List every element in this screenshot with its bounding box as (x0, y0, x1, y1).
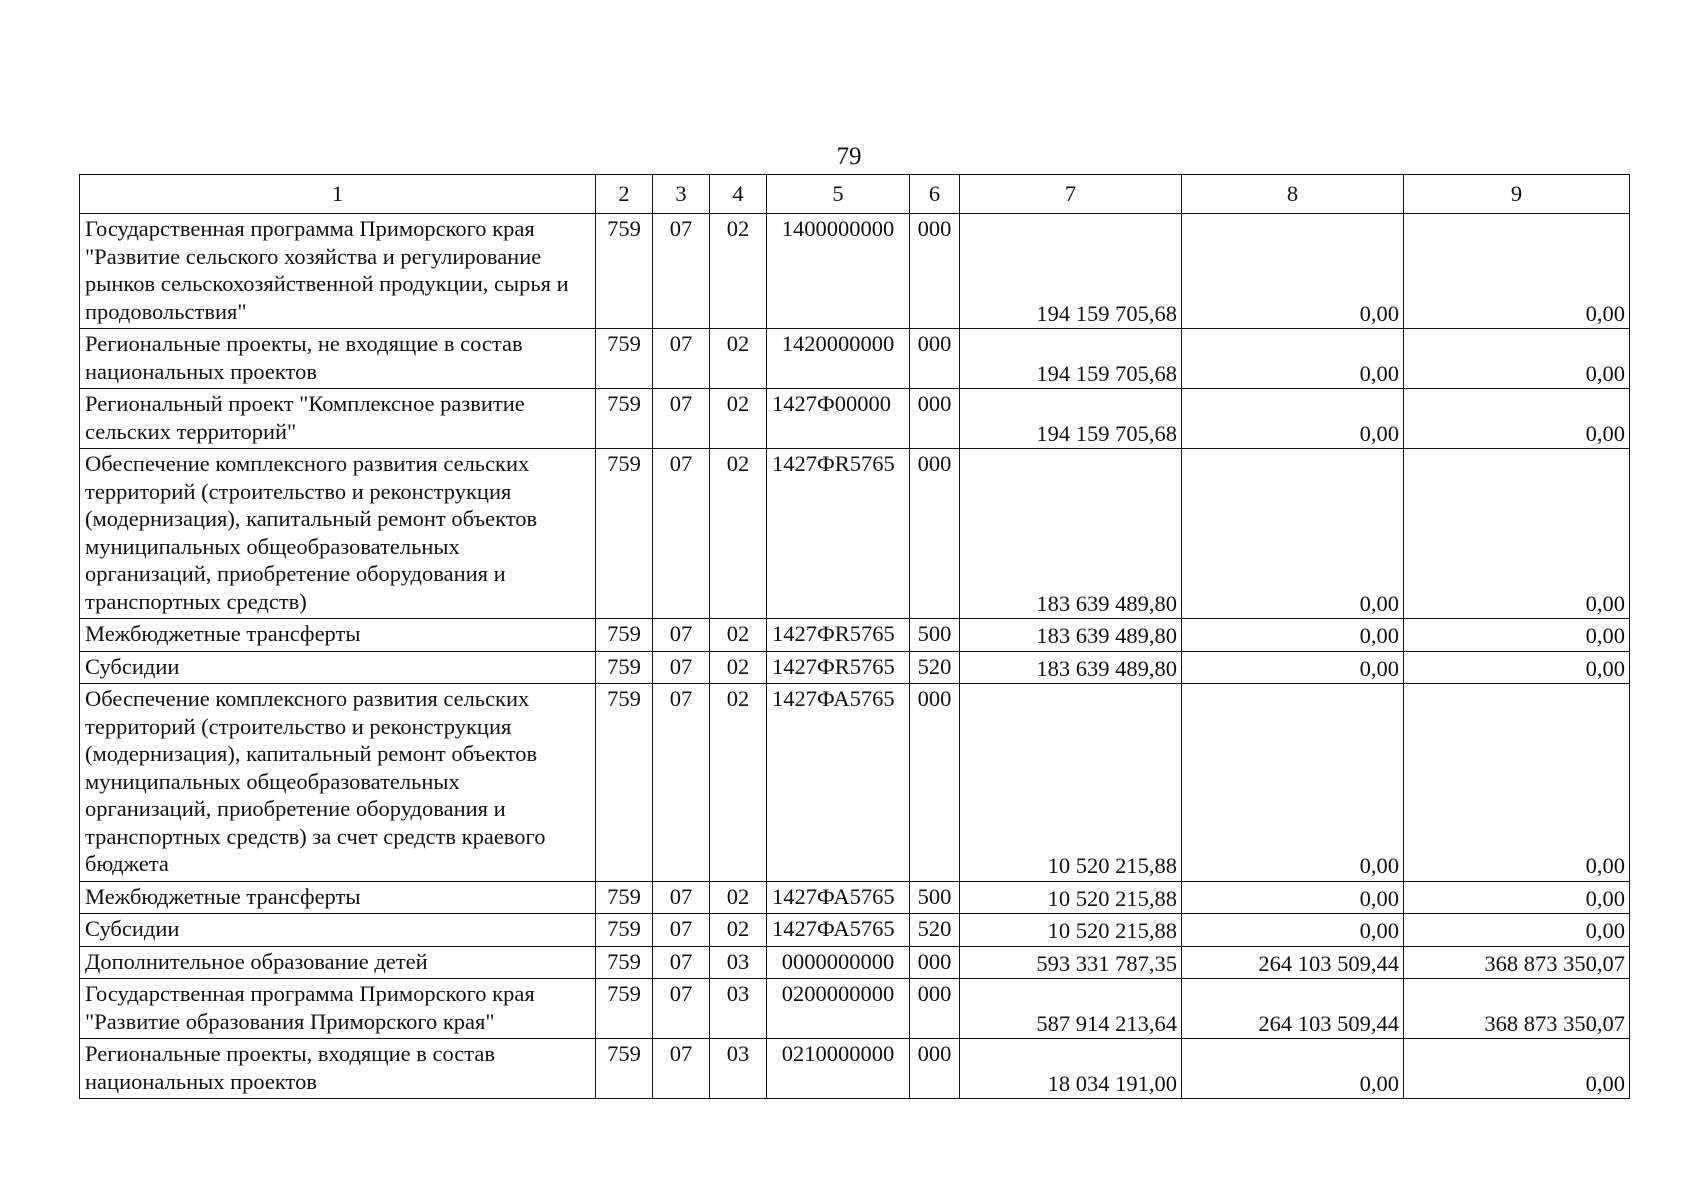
table-row (80, 619, 1630, 652)
row-code-6: 500 (910, 619, 960, 652)
table-row (80, 329, 1630, 389)
row-code-4: 02 (710, 329, 767, 389)
row-name: Межбюджетные трансферты (80, 881, 596, 914)
row-code-5: 1427Ф00000 (767, 389, 910, 449)
row-amount-7: 194 159 705,68 (960, 389, 1182, 449)
row-code-5: 1400000000 (767, 214, 910, 329)
row-code-6: 000 (910, 389, 960, 449)
row-code-3: 07 (653, 449, 710, 619)
row-amount-9: 0,00 (1404, 389, 1630, 449)
row-amount-8: 264 103 509,44 (1182, 946, 1404, 979)
row-code-6: 000 (910, 1039, 960, 1099)
budget-table (79, 174, 1630, 1099)
row-code-6: 500 (910, 881, 960, 914)
row-code-6: 000 (910, 214, 960, 329)
row-amount-8: 0,00 (1182, 881, 1404, 914)
row-amount-9: 0,00 (1404, 684, 1630, 882)
row-amount-8: 0,00 (1182, 914, 1404, 947)
table-row (80, 881, 1630, 914)
row-code-4: 03 (710, 979, 767, 1039)
row-amount-7: 10 520 215,88 (960, 684, 1182, 882)
row-code-6: 000 (910, 449, 960, 619)
row-name: Обеспечение комплексного развития сельских территорий (строительство и реконструкция (модернизация), капитальный ремонт объектов муниципальных общеобразовательных организаций, приобретение оборудования и транспортных средств) за счет средств краевого бюджета (80, 684, 596, 882)
column-header-6: 6 (910, 175, 960, 214)
row-code-2: 759 (596, 684, 653, 882)
row-amount-8: 0,00 (1182, 389, 1404, 449)
row-code-2: 759 (596, 449, 653, 619)
row-amount-7: 194 159 705,68 (960, 214, 1182, 329)
row-code-2: 759 (596, 329, 653, 389)
row-code-3: 07 (653, 214, 710, 329)
row-name: Субсидии (80, 651, 596, 684)
row-code-6: 000 (910, 684, 960, 882)
row-code-5: 1427ФR5765 (767, 619, 910, 652)
row-code-6: 520 (910, 651, 960, 684)
row-code-5: 1427ФR5765 (767, 449, 910, 619)
row-code-5: 1427ФА5765 (767, 881, 910, 914)
row-amount-9: 0,00 (1404, 329, 1630, 389)
row-amount-9: 368 873 350,07 (1404, 946, 1630, 979)
row-code-4: 03 (710, 946, 767, 979)
row-code-4: 02 (710, 449, 767, 619)
row-name: Государственная программа Приморского края "Развитие сельского хозяйства и регулирование рынков сельскохозяйственной продукции, сырья и продовольствия" (80, 214, 596, 329)
row-code-5: 1427ФА5765 (767, 684, 910, 882)
row-code-3: 07 (653, 684, 710, 882)
row-amount-8: 0,00 (1182, 449, 1404, 619)
row-code-3: 07 (653, 651, 710, 684)
row-name: Региональные проекты, входящие в состав национальных проектов (80, 1039, 596, 1099)
row-code-4: 02 (710, 214, 767, 329)
table-row (80, 979, 1630, 1039)
row-amount-8: 264 103 509,44 (1182, 979, 1404, 1039)
row-code-2: 759 (596, 914, 653, 947)
column-header-2: 2 (596, 175, 653, 214)
row-name: Региональный проект "Комплексное развитие сельских территорий" (80, 389, 596, 449)
row-code-4: 02 (710, 651, 767, 684)
row-amount-7: 183 639 489,80 (960, 449, 1182, 619)
row-amount-7: 183 639 489,80 (960, 651, 1182, 684)
column-header-7: 7 (960, 175, 1182, 214)
row-code-4: 02 (710, 881, 767, 914)
row-amount-8: 0,00 (1182, 651, 1404, 684)
table-row (80, 684, 1630, 882)
row-amount-9: 0,00 (1404, 914, 1630, 947)
row-amount-8: 0,00 (1182, 214, 1404, 329)
page-number: 79 (836, 143, 862, 170)
row-amount-9: 0,00 (1404, 449, 1630, 619)
row-code-6: 520 (910, 914, 960, 947)
row-code-3: 07 (653, 946, 710, 979)
column-header-9: 9 (1404, 175, 1630, 214)
table-row (80, 389, 1630, 449)
column-header-5: 5 (767, 175, 910, 214)
row-code-3: 07 (653, 914, 710, 947)
row-name: Государственная программа Приморского края "Развитие образования Приморского края" (80, 979, 596, 1039)
row-code-2: 759 (596, 389, 653, 449)
row-amount-7: 593 331 787,35 (960, 946, 1182, 979)
row-code-3: 07 (653, 619, 710, 652)
row-amount-9: 0,00 (1404, 619, 1630, 652)
row-code-5: 0200000000 (767, 979, 910, 1039)
row-amount-9: 0,00 (1404, 214, 1630, 329)
row-code-2: 759 (596, 214, 653, 329)
row-code-6: 000 (910, 329, 960, 389)
row-amount-7: 194 159 705,68 (960, 329, 1182, 389)
row-amount-8: 0,00 (1182, 1039, 1404, 1099)
table-row (80, 946, 1630, 979)
row-code-3: 07 (653, 389, 710, 449)
row-name: Межбюджетные трансферты (80, 619, 596, 652)
table-row (80, 214, 1630, 329)
row-amount-8: 0,00 (1182, 684, 1404, 882)
row-amount-9: 0,00 (1404, 881, 1630, 914)
table-row (80, 1039, 1630, 1099)
table-row (80, 914, 1630, 947)
row-code-6: 000 (910, 946, 960, 979)
row-amount-8: 0,00 (1182, 619, 1404, 652)
row-amount-7: 10 520 215,88 (960, 914, 1182, 947)
row-code-2: 759 (596, 979, 653, 1039)
row-code-5: 0000000000 (767, 946, 910, 979)
row-code-4: 02 (710, 684, 767, 882)
row-amount-9: 368 873 350,07 (1404, 979, 1630, 1039)
row-code-3: 07 (653, 329, 710, 389)
row-amount-7: 18 034 191,00 (960, 1039, 1182, 1099)
column-header-1: 1 (80, 175, 596, 214)
row-name: Обеспечение комплексного развития сельских территорий (строительство и реконструкция (модернизация), капитальный ремонт объектов муниципальных общеобразовательных организаций, приобретение оборудования и транспортных средств) (80, 449, 596, 619)
table-row (80, 449, 1630, 619)
row-code-2: 759 (596, 881, 653, 914)
header-row (80, 175, 1630, 214)
row-code-2: 759 (596, 651, 653, 684)
row-code-3: 07 (653, 979, 710, 1039)
column-header-4: 4 (710, 175, 767, 214)
row-code-4: 02 (710, 389, 767, 449)
row-code-2: 759 (596, 1039, 653, 1099)
row-name: Субсидии (80, 914, 596, 947)
column-header-3: 3 (653, 175, 710, 214)
row-code-4: 02 (710, 619, 767, 652)
row-name: Дополнительное образование детей (80, 946, 596, 979)
row-amount-9: 0,00 (1404, 651, 1630, 684)
row-code-5: 1427ФА5765 (767, 914, 910, 947)
row-amount-8: 0,00 (1182, 329, 1404, 389)
row-amount-7: 587 914 213,64 (960, 979, 1182, 1039)
row-code-5: 1420000000 (767, 329, 910, 389)
row-code-2: 759 (596, 619, 653, 652)
row-code-3: 07 (653, 881, 710, 914)
row-amount-9: 0,00 (1404, 1039, 1630, 1099)
row-code-4: 03 (710, 1039, 767, 1099)
row-amount-7: 183 639 489,80 (960, 619, 1182, 652)
row-name: Региональные проекты, не входящие в состав национальных проектов (80, 329, 596, 389)
column-header-8: 8 (1182, 175, 1404, 214)
table-row (80, 651, 1630, 684)
row-code-3: 07 (653, 1039, 710, 1099)
row-code-2: 759 (596, 946, 653, 979)
row-amount-7: 10 520 215,88 (960, 881, 1182, 914)
row-code-4: 02 (710, 914, 767, 947)
row-code-5: 1427ФR5765 (767, 651, 910, 684)
row-code-6: 000 (910, 979, 960, 1039)
row-code-5: 0210000000 (767, 1039, 910, 1099)
